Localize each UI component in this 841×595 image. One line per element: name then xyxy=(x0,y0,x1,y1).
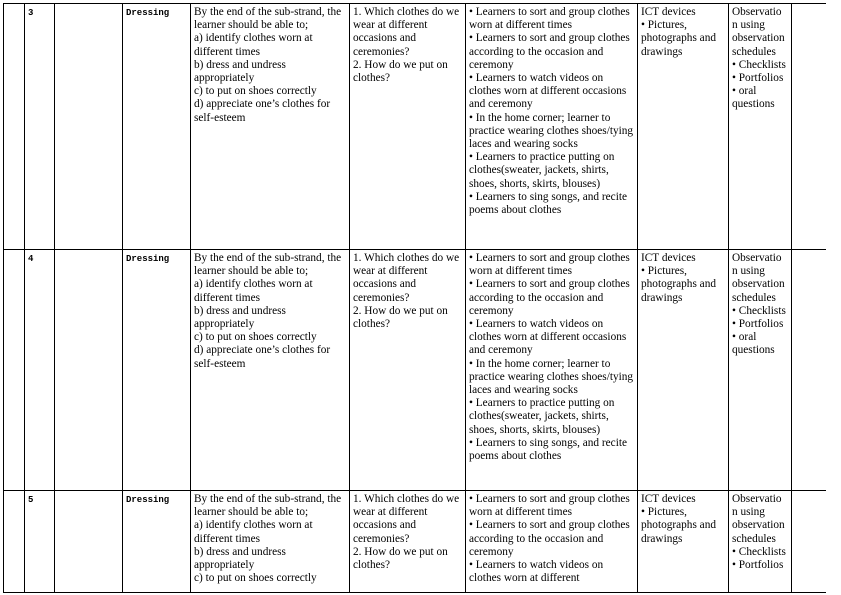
inquiry-questions-line: 1. Which clothes do we wear at different occasions and ceremonies? xyxy=(353,493,460,545)
learning-resources-line: ICT devices xyxy=(641,493,696,505)
learning-experiences-line: • Learners to sing songs, and recite poems about clothes xyxy=(469,436,627,463)
assessment-methods xyxy=(729,250,792,491)
learning-resources xyxy=(638,250,729,491)
learning-outcomes-line: By the end of the sub-strand, the learner should be able to; xyxy=(194,252,342,278)
table-row xyxy=(4,491,827,594)
assessment-methods-line: • Checklists xyxy=(732,304,786,317)
learning-outcomes-line: d) appreciate one’s clothes for self-esteem xyxy=(194,344,331,370)
learning-experiences-line: • Learners to watch videos on clothes worn at different xyxy=(469,559,604,585)
learning-outcomes-line: a) identify clothes worn at different times xyxy=(194,519,313,545)
remarks-cell xyxy=(792,250,827,491)
assessment-methods-line: • oral questions xyxy=(732,85,775,111)
assessment-methods xyxy=(729,491,792,594)
learning-outcomes-line: c) to put on shoes correctly xyxy=(194,85,317,98)
lesson-cell xyxy=(55,4,123,250)
assessment-methods-line: • Portfolios xyxy=(732,72,784,85)
assessment-methods-line: Observatio n using observation schedules xyxy=(732,6,785,58)
learning-outcomes-line: c) to put on shoes correctly xyxy=(194,572,317,585)
inquiry-questions-line: 2. How do we put on clothes? xyxy=(353,58,448,85)
assessment-methods-line: Observatio n using observation schedules xyxy=(732,493,785,545)
sub-strand: Dressing xyxy=(123,250,191,491)
learning-outcomes xyxy=(191,250,350,491)
learning-outcomes xyxy=(191,491,350,594)
assessment-methods-line: • Portfolios xyxy=(732,318,784,331)
learning-outcomes-line: b) dress and undress appropriately xyxy=(194,58,286,85)
learning-experiences-line: • Learners to sort and group clothes worn at different times xyxy=(469,6,630,32)
learning-experiences-line: • Learners to sort and group clothes according to the occasion and ceremony xyxy=(469,278,630,317)
learning-experiences-line: • Learners to watch videos on clothes worn at different occasions and ceremony xyxy=(469,318,627,357)
learning-outcomes-line: a) identify clothes worn at different times xyxy=(194,278,313,304)
inquiry-questions-line: 2. How do we put on clothes? xyxy=(353,545,448,572)
remarks-cell xyxy=(792,4,827,250)
learning-experiences xyxy=(466,250,638,491)
learning-outcomes-line: d) appreciate one’s clothes for self-esteem xyxy=(194,98,331,124)
inquiry-questions-line: 2. How do we put on clothes? xyxy=(353,304,448,331)
assessment-methods-line: • Checklists xyxy=(732,58,786,71)
learning-experiences-line: • In the home corner; learner to practice wearing clothes shoes/tying laces and wearing socks xyxy=(469,357,634,397)
scheme-of-work-page xyxy=(3,3,826,593)
assessment-methods-line: • Portfolios xyxy=(732,559,784,572)
learning-experiences-line: • Learners to practice putting on clothes(sweater, jackets, shirts, shoes, shorts, skirts, blouses) xyxy=(469,151,615,190)
week-number: 3 xyxy=(25,4,55,250)
learning-experiences-line: • Learners to sort and group clothes according to the occasion and ceremony xyxy=(469,32,630,71)
learning-experiences-line: • Learners to sort and group clothes worn at different times xyxy=(469,252,630,278)
assessment-methods-line: Observatio n using observation schedules xyxy=(732,252,785,304)
learning-outcomes xyxy=(191,4,350,250)
inquiry-questions-line: 1. Which clothes do we wear at different occasions and ceremonies? xyxy=(353,252,460,304)
learning-outcomes-line: b) dress and undress appropriately xyxy=(194,304,286,331)
learning-outcomes-line: By the end of the sub-strand, the learner should be able to; xyxy=(194,493,342,519)
learning-outcomes-line: By the end of the sub-strand, the learner should be able to; xyxy=(194,6,342,32)
learning-resources-line: ICT devices xyxy=(641,6,696,18)
blank-cell xyxy=(4,491,25,594)
learning-resources-line: • Pictures, photographs and drawings xyxy=(641,265,716,304)
learning-experiences-line: • Learners to watch videos on clothes worn at different occasions and ceremony xyxy=(469,72,627,111)
week-number: 4 xyxy=(25,250,55,491)
assessment-methods xyxy=(729,4,792,250)
learning-outcomes-line: b) dress and undress appropriately xyxy=(194,545,286,572)
learning-experiences-line: • Learners to sing songs, and recite poems about clothes xyxy=(469,190,627,217)
assessment-methods-line: • oral questions xyxy=(732,331,775,357)
remarks-cell xyxy=(792,491,827,594)
sub-strand: Dressing xyxy=(123,491,191,594)
learning-experiences xyxy=(466,491,638,594)
learning-experiences-line: • Learners to sort and group clothes worn at different times xyxy=(469,493,630,519)
learning-experiences-line: • Learners to practice putting on clothes(sweater, jackets, shirts, shoes, shorts, skirts, blouses) xyxy=(469,397,615,436)
lesson-cell xyxy=(55,491,123,594)
table-row xyxy=(4,250,827,491)
inquiry-questions xyxy=(350,4,466,250)
learning-resources xyxy=(638,491,729,594)
sub-strand: Dressing xyxy=(123,4,191,250)
learning-outcomes-line: c) to put on shoes correctly xyxy=(194,331,317,344)
inquiry-questions-line: 1. Which clothes do we wear at different occasions and ceremonies? xyxy=(353,6,460,58)
inquiry-questions xyxy=(350,491,466,594)
learning-resources-line: • Pictures, photographs and drawings xyxy=(641,19,716,58)
learning-resources-line: • Pictures, photographs and drawings xyxy=(641,506,716,545)
scheme-of-work-table xyxy=(3,3,826,593)
learning-experiences-line: • Learners to sort and group clothes according to the occasion and ceremony xyxy=(469,519,630,558)
week-number: 5 xyxy=(25,491,55,594)
learning-outcomes-line: a) identify clothes worn at different times xyxy=(194,32,313,58)
learning-resources-line: ICT devices xyxy=(641,252,696,264)
learning-experiences xyxy=(466,4,638,250)
blank-cell xyxy=(4,4,25,250)
lesson-cell xyxy=(55,250,123,491)
blank-cell xyxy=(4,250,25,491)
learning-experiences-line: • In the home corner; learner to practice wearing clothes shoes/tying laces and wearing socks xyxy=(469,111,634,151)
assessment-methods-line: • Checklists xyxy=(732,545,786,558)
table-row xyxy=(4,4,827,250)
learning-resources xyxy=(638,4,729,250)
inquiry-questions xyxy=(350,250,466,491)
